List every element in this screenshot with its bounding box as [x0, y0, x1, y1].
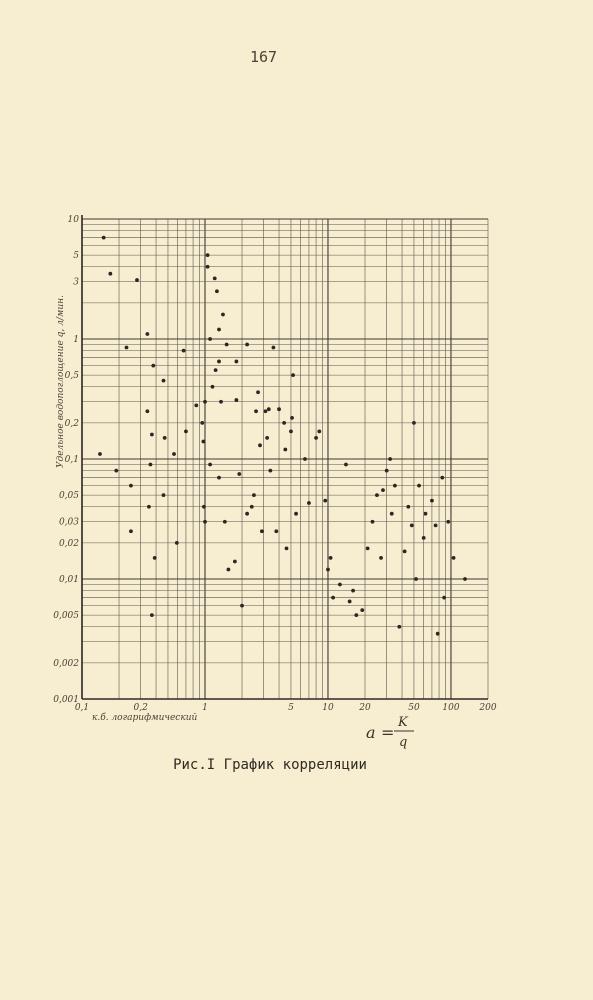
data-point — [217, 476, 221, 480]
data-point — [331, 596, 335, 600]
data-point — [153, 556, 157, 560]
data-point — [463, 577, 467, 581]
data-point — [422, 536, 426, 540]
data-point — [217, 328, 221, 332]
x-tick-label: 0,1 — [74, 703, 90, 713]
data-point — [217, 360, 221, 364]
data-point — [274, 529, 278, 533]
data-point — [129, 529, 133, 533]
data-point — [245, 343, 249, 347]
data-point — [114, 469, 118, 473]
data-point — [282, 421, 286, 425]
data-point — [219, 400, 223, 404]
data-point — [252, 493, 256, 497]
data-point — [351, 589, 355, 593]
data-point — [149, 463, 153, 467]
data-point — [151, 364, 155, 368]
data-point — [145, 409, 149, 413]
data-point — [215, 289, 219, 293]
y-tick-label: 1 — [73, 335, 79, 345]
formula-lhs: a — [366, 723, 376, 742]
data-point — [184, 429, 188, 433]
page-number: 167 — [250, 48, 278, 66]
x-tick-label: 10 — [322, 703, 334, 713]
data-point — [326, 568, 330, 572]
data-point — [227, 568, 231, 572]
data-point — [436, 632, 440, 636]
data-point — [434, 523, 438, 527]
data-point — [272, 346, 276, 350]
data-point — [414, 577, 418, 581]
data-point — [221, 313, 225, 317]
data-point — [260, 529, 264, 533]
data-point — [223, 520, 227, 524]
data-point — [125, 346, 129, 350]
x-tick-label: 200 — [479, 703, 497, 713]
y-tick-label: 0,005 — [53, 611, 79, 622]
data-point — [393, 484, 397, 488]
data-point — [208, 337, 212, 341]
data-point — [268, 469, 272, 473]
data-point — [240, 604, 244, 608]
data-point — [206, 265, 210, 269]
x-tick-labels — [75, 703, 497, 713]
data-point — [307, 501, 311, 505]
formula-denominator: q — [399, 735, 408, 750]
x-tick-label: 50 — [408, 703, 420, 713]
data-point — [225, 343, 229, 347]
data-point — [379, 556, 383, 560]
data-point — [162, 493, 166, 497]
y-tick-label: 0,02 — [58, 538, 79, 549]
data-point — [150, 613, 154, 617]
data-point — [412, 421, 416, 425]
data-point — [108, 272, 112, 276]
data-point — [172, 452, 176, 456]
data-point — [294, 512, 298, 516]
data-point — [206, 253, 210, 257]
data-point — [360, 608, 364, 612]
data-point — [234, 360, 238, 364]
x-tick-label: 100 — [442, 703, 460, 713]
data-point — [203, 520, 207, 524]
data-point — [403, 549, 407, 553]
data-point — [371, 520, 375, 524]
data-point — [277, 407, 281, 411]
y-tick-label: 0,1 — [64, 455, 79, 465]
data-point — [344, 463, 348, 467]
data-point — [348, 600, 352, 604]
data-point — [208, 463, 212, 467]
data-point — [202, 505, 206, 509]
data-point — [317, 429, 321, 433]
data-point — [150, 433, 154, 437]
y-tick-label: 0,5 — [64, 371, 79, 382]
data-point — [201, 440, 205, 444]
data-point — [211, 385, 215, 389]
data-point — [417, 484, 421, 488]
data-point — [452, 556, 456, 560]
data-point — [291, 373, 295, 377]
formula-numerator: K — [398, 715, 408, 730]
data-point — [200, 421, 204, 425]
data-point — [203, 400, 207, 404]
data-point — [256, 390, 260, 394]
data-point — [162, 379, 166, 383]
data-point — [245, 512, 249, 516]
data-point — [98, 452, 102, 456]
data-point — [289, 429, 293, 433]
y-tick-label: 0,03 — [58, 517, 79, 528]
data-point — [388, 457, 392, 461]
data-point — [283, 448, 287, 452]
data-point — [175, 541, 179, 545]
y-axis-label: Удельное водопоглощение q, л/мин. — [56, 295, 66, 468]
data-point — [163, 436, 167, 440]
y-tick-label: 0,05 — [58, 491, 79, 502]
x-tick-label: 20 — [359, 703, 371, 713]
data-point — [366, 546, 370, 550]
data-point — [424, 512, 428, 516]
data-point — [290, 416, 294, 420]
data-point — [440, 476, 444, 480]
data-point — [267, 407, 271, 411]
data-point — [329, 556, 333, 560]
x-tick-label: 5 — [288, 703, 294, 713]
y-tick-label: 5 — [73, 251, 79, 262]
data-point — [314, 436, 318, 440]
y-tick-label: 3 — [73, 277, 79, 288]
x-tick-label: 1 — [202, 703, 208, 713]
chart-axes — [82, 215, 488, 699]
data-point — [375, 493, 379, 497]
data-point — [182, 349, 186, 353]
data-point — [265, 436, 269, 440]
data-point — [430, 499, 434, 503]
data-point — [250, 505, 254, 509]
data-point — [406, 505, 410, 509]
data-point — [194, 403, 198, 407]
scatter-points — [98, 236, 467, 636]
data-point — [237, 472, 241, 476]
data-point — [234, 398, 238, 402]
data-point — [254, 409, 258, 413]
data-point — [258, 443, 262, 447]
y-tick-label: 0,01 — [58, 575, 79, 585]
data-point — [213, 276, 217, 280]
formula-equals: = — [381, 723, 395, 742]
data-point — [135, 278, 139, 282]
data-point — [214, 368, 218, 372]
y-tick-label: 0,002 — [53, 658, 79, 669]
data-point — [129, 484, 133, 488]
data-point — [381, 488, 385, 492]
data-point — [390, 512, 394, 516]
data-point — [303, 457, 307, 461]
data-point — [446, 520, 450, 524]
data-point — [397, 625, 401, 629]
formula-a-equals-k-over-q — [366, 715, 414, 750]
y-tick-label: 0,2 — [64, 418, 79, 429]
data-point — [145, 332, 149, 336]
data-point — [354, 613, 358, 617]
y-tick-label: 10 — [67, 215, 79, 225]
x-tick-label: 0,2 — [133, 703, 148, 713]
data-point — [323, 499, 327, 503]
data-point — [385, 469, 389, 473]
data-point — [410, 523, 414, 527]
data-point — [442, 596, 446, 600]
data-point — [102, 236, 106, 240]
chart-grid — [82, 219, 488, 699]
data-point — [285, 546, 289, 550]
data-point — [338, 583, 342, 587]
x-axis-note: к.б. логарифмический — [92, 713, 198, 723]
y-tick-label: 0,001 — [53, 695, 79, 705]
data-point — [147, 505, 151, 509]
data-point — [233, 560, 237, 564]
data-point — [264, 409, 268, 413]
figure-caption: Рис.I График корреляции — [173, 757, 367, 773]
